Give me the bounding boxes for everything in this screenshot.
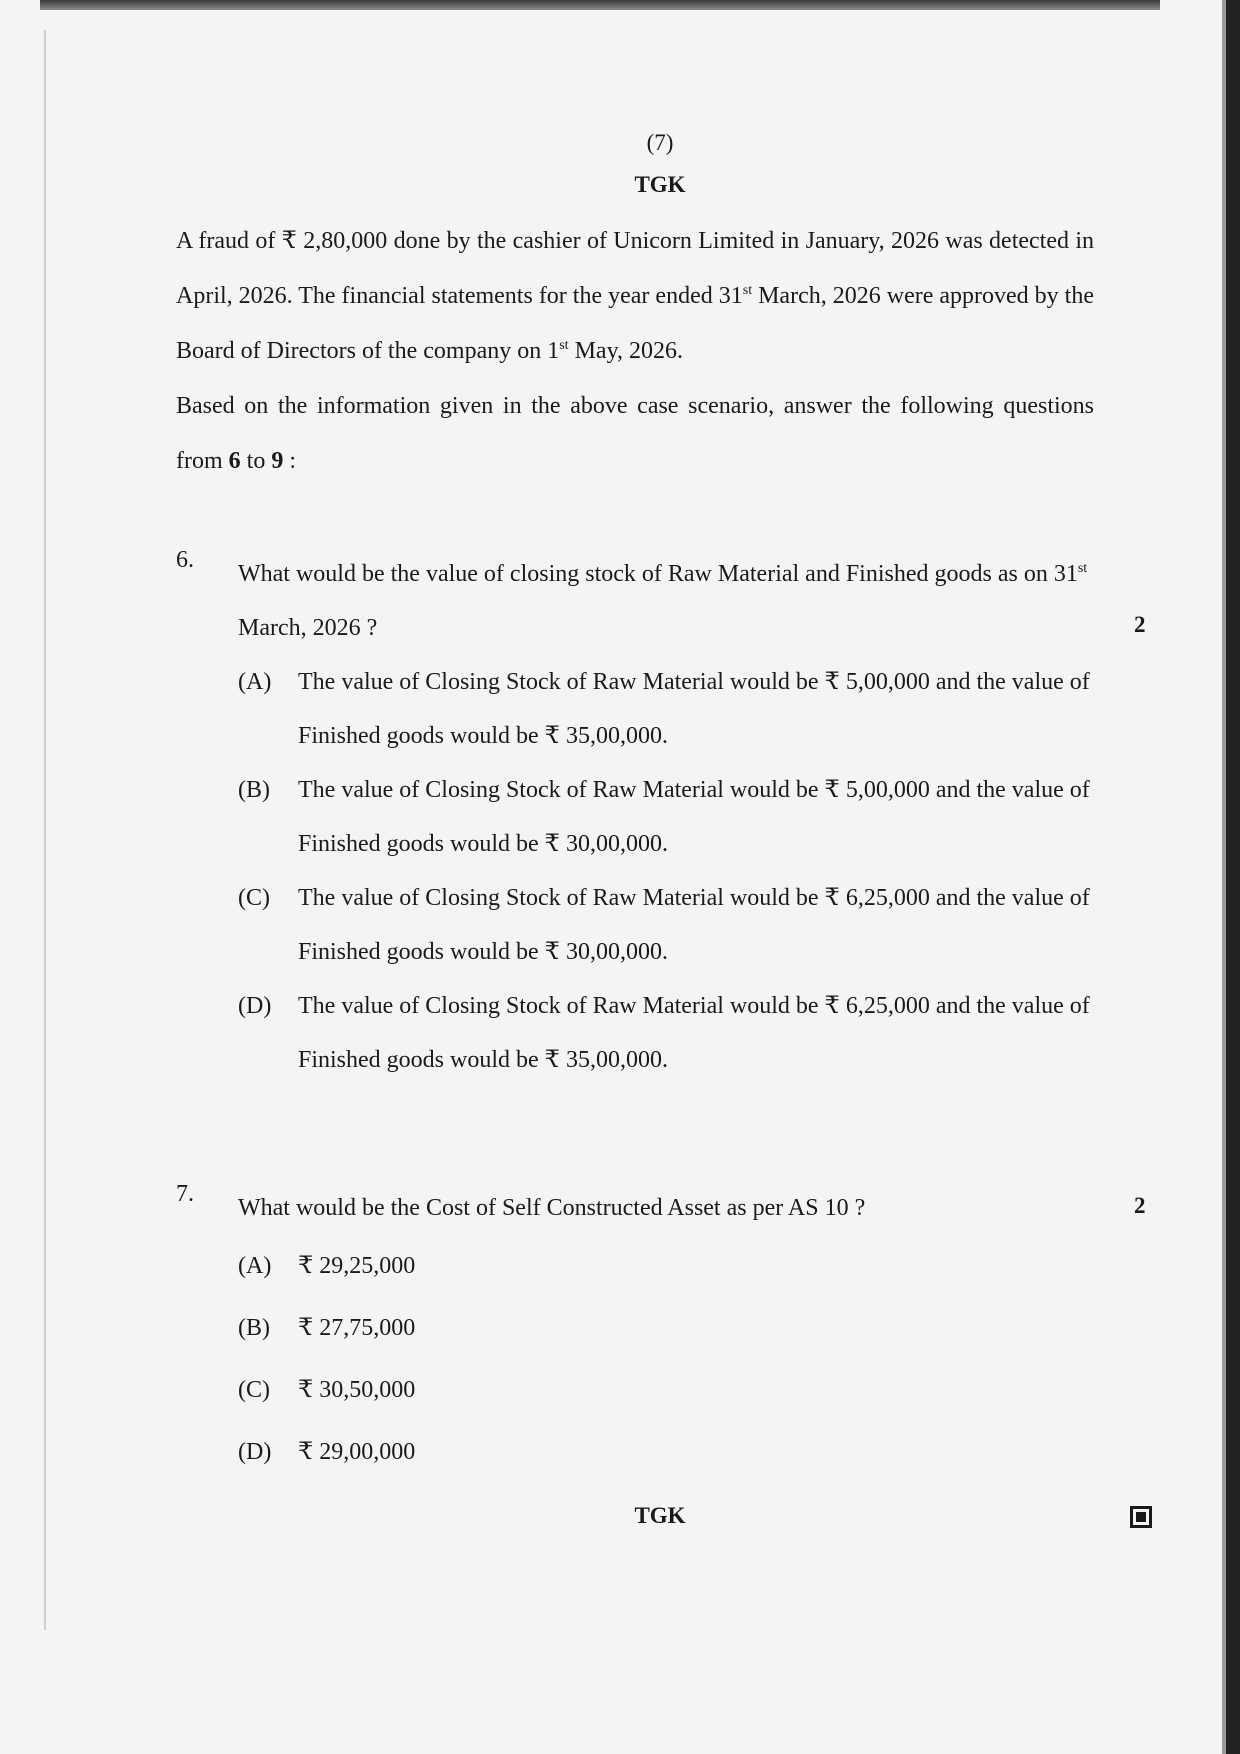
question-6 (176, 547, 1094, 1087)
page-number: (7) (646, 130, 674, 155)
question-7 (176, 1181, 1094, 1483)
scan-edge-left (44, 30, 46, 1630)
question-number: 7. (176, 1181, 194, 1207)
option-c[interactable]: (C) The value of Closing Stock of Raw Material would be ₹ 6,25,000 and the value of Finished goods would be ₹ 30,00,000. (238, 885, 1090, 965)
footer-code: TGK (634, 1503, 686, 1528)
option-b[interactable]: (B) The value of Closing Stock of Raw Material would be ₹ 5,00,000 and the value of Finished goods would be ₹ 30,00,000. (238, 777, 1090, 857)
intro-instruction: Based on the information given in the above case scenario, answer the following questions from 6 to 9 : (176, 393, 1094, 474)
scan-edge-top (40, 0, 1160, 10)
intro-paragraph: A fraud of ₹ 2,80,000 done by the cashier of Unicorn Limited in January, 2026 was detected in April, 2026. The financial statements for the year ended 31st March, 2026 were approved by the Board of Directors of the company on 1st May, 2026. (176, 228, 1094, 364)
option-d[interactable]: (D) The value of Closing Stock of Raw Material would be ₹ 6,25,000 and the value of Finished goods would be ₹ 35,00,000. (238, 993, 1090, 1073)
question-number: 6. (176, 547, 194, 573)
option-d[interactable]: (D) ₹ 29,00,000 (238, 1439, 416, 1465)
case-scenario-intro (176, 214, 1094, 489)
registration-square-icon (1130, 1506, 1152, 1528)
header-code: TGK (634, 172, 686, 197)
option-a[interactable]: (A) ₹ 29,25,000 (238, 1253, 416, 1279)
question-6-marks: 2 (1134, 612, 1146, 637)
option-c[interactable]: (C) ₹ 30,50,000 (238, 1377, 416, 1403)
question-text: What would be the value of closing stock of Raw Material and Finished goods as on 31st March, 2026 ? (238, 561, 1088, 641)
option-a[interactable]: (A) The value of Closing Stock of Raw Material would be ₹ 5,00,000 and the value of Finished goods would be ₹ 35,00,000. (238, 669, 1090, 749)
option-b[interactable]: (B) ₹ 27,75,000 (238, 1315, 416, 1341)
question-text: What would be the Cost of Self Constructed Asset as per AS 10 ? (238, 1195, 866, 1221)
scan-edge-right (1226, 0, 1240, 1754)
question-7-marks: 2 (1134, 1193, 1146, 1218)
